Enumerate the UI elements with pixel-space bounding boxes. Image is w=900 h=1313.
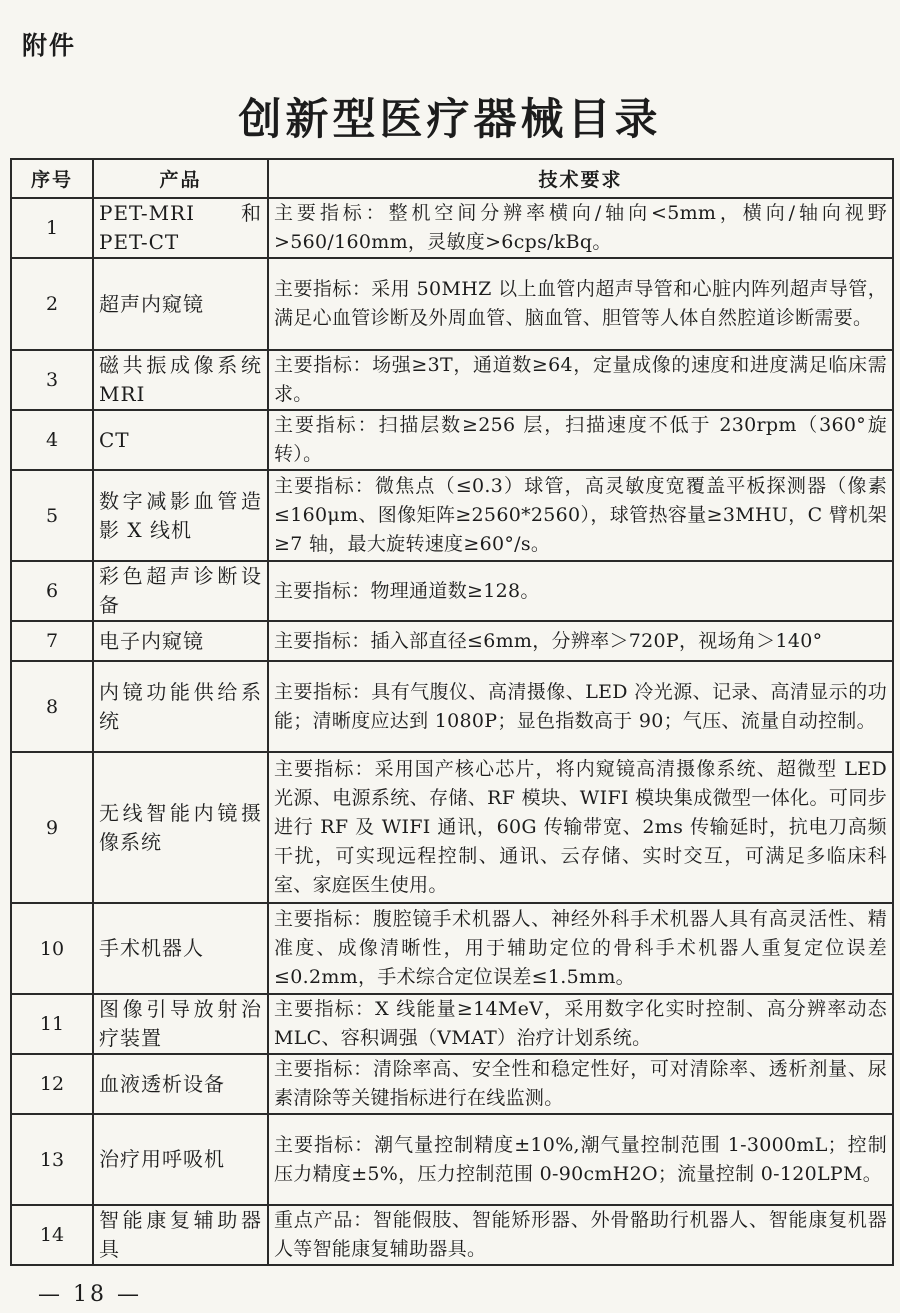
row-requirement: 主要指标：清除率高、安全性和稳定性好，可对清除率、透析剂量、尿素清除等关键指标进行在线监测。	[268, 1054, 893, 1114]
row-requirement: 主要指标：场强≥3T，通道数≥64，定量成像的速度和进度满足临床需求。	[268, 350, 893, 410]
row-product: 智能康复辅助器具	[93, 1205, 268, 1265]
table-row	[11, 621, 893, 661]
row-product: 彩色超声诊断设备	[93, 561, 268, 621]
row-number: 2	[11, 258, 93, 350]
table-row	[11, 1054, 893, 1114]
row-requirement: 主要指标：潮气量控制精度±10%,潮气量控制范围 1-3000mL；控制压力精度±5%，压力控制范围 0-90cmH2O；流量控制 0-120LPM。	[268, 1114, 893, 1205]
table-row	[11, 752, 893, 903]
row-requirement: 主要指标：插入部直径≤6mm，分辨率＞720P，视场角＞140°	[268, 621, 893, 661]
attachment-label: 附件	[22, 31, 77, 60]
row-number: 14	[11, 1205, 93, 1265]
row-product: 磁共振成像系统 MRI	[93, 350, 268, 410]
table-row	[11, 410, 893, 470]
row-product: 超声内窥镜	[93, 258, 268, 350]
column-header-no: 序号	[11, 159, 93, 198]
row-product: 手术机器人	[93, 903, 268, 994]
table-row	[11, 661, 893, 752]
row-requirement: 主要指标：物理通道数≥128。	[268, 561, 893, 621]
row-product: 电子内窥镜	[93, 621, 268, 661]
table-row	[11, 1114, 893, 1205]
row-number: 4	[11, 410, 93, 470]
row-product: 数字减影血管造影 X 线机	[93, 470, 268, 561]
row-number: 10	[11, 903, 93, 994]
row-requirement: 主要指标：X 线能量≥14MeV，采用数字化实时控制、高分辨率动态 MLC、容积调强（VMAT）治疗计划系统。	[268, 994, 893, 1054]
column-header-requirement: 技术要求	[268, 159, 893, 198]
page-title: 创新型医疗器械目录	[238, 95, 662, 145]
table-row	[11, 1205, 893, 1265]
row-number: 13	[11, 1114, 93, 1205]
row-number: 11	[11, 994, 93, 1054]
table-row	[11, 350, 893, 410]
row-number: 8	[11, 661, 93, 752]
table-header-row	[11, 159, 893, 198]
row-requirement: 主要指标：腹腔镜手术机器人、神经外科手术机器人具有高灵活性、精准度、成像清晰性，用于辅助定位的骨科手术机器人重复定位误差≤0.2mm，手术综合定位误差≤1.5mm。	[268, 903, 893, 994]
row-number: 9	[11, 752, 93, 903]
table-row	[11, 903, 893, 994]
page-number: — 18 —	[38, 1282, 142, 1307]
row-product: 无线智能内镜摄像系统	[93, 752, 268, 903]
row-requirement: 主要指标：扫描层数≥256 层，扫描速度不低于 230rpm（360°旋转）。	[268, 410, 893, 470]
row-requirement: 主要指标：采用 50MHZ 以上血管内超声导管和心脏内阵列超声导管，满足心血管诊断及外周血管、脑血管、胆管等人体自然腔道诊断需要。	[268, 258, 893, 350]
row-product: CT	[93, 410, 268, 470]
row-requirement: 主要指标：采用国产核心芯片，将内窥镜高清摄像系统、超微型 LED 光源、电源系统、存储、RF 模块、WIFI 模块集成微型一体化。可同步进行 RF 及 WIFI 通讯，60G 传输带宽、2ms 传输延时，抗电刀高频干扰，可实现远程控制、通讯、云存储、实时交互，可满足多临床科室、家庭医生使用。	[268, 752, 893, 903]
device-catalog-table	[10, 158, 894, 1266]
row-number: 5	[11, 470, 93, 561]
row-product: 血液透析设备	[93, 1054, 268, 1114]
row-product: PET-MRI 和 PET-CT	[93, 198, 268, 258]
row-requirement: 主要指标：微焦点（≤0.3）球管，高灵敏度宽覆盖平板探测器（像素≤160μm、图像矩阵≥2560*2560），球管热容量≥3MHU，C 臂机架≥7 轴，最大旋转速度≥60°/s。	[268, 470, 893, 561]
column-header-product: 产品	[93, 159, 268, 198]
row-number: 1	[11, 198, 93, 258]
row-product: 治疗用呼吸机	[93, 1114, 268, 1205]
table-row	[11, 470, 893, 561]
table-row	[11, 561, 893, 621]
row-number: 7	[11, 621, 93, 661]
row-product: 图像引导放射治疗装置	[93, 994, 268, 1054]
row-number: 6	[11, 561, 93, 621]
row-requirement: 重点产品：智能假肢、智能矫形器、外骨骼助行机器人、智能康复机器人等智能康复辅助器具。	[268, 1205, 893, 1265]
row-number: 12	[11, 1054, 93, 1114]
row-number: 3	[11, 350, 93, 410]
table-row	[11, 994, 893, 1054]
table-row	[11, 198, 893, 258]
row-requirement: 主要指标：具有气腹仪、高清摄像、LED 冷光源、记录、高清显示的功能；清晰度应达到 1080P；显色指数高于 90；气压、流量自动控制。	[268, 661, 893, 752]
table-row	[11, 258, 893, 350]
row-product: 内镜功能供给系统	[93, 661, 268, 752]
row-requirement: 主要指标：整机空间分辨率横向/轴向<5mm，横向/轴向视野>560/160mm，灵敏度>6cps/kBq。	[268, 198, 893, 258]
